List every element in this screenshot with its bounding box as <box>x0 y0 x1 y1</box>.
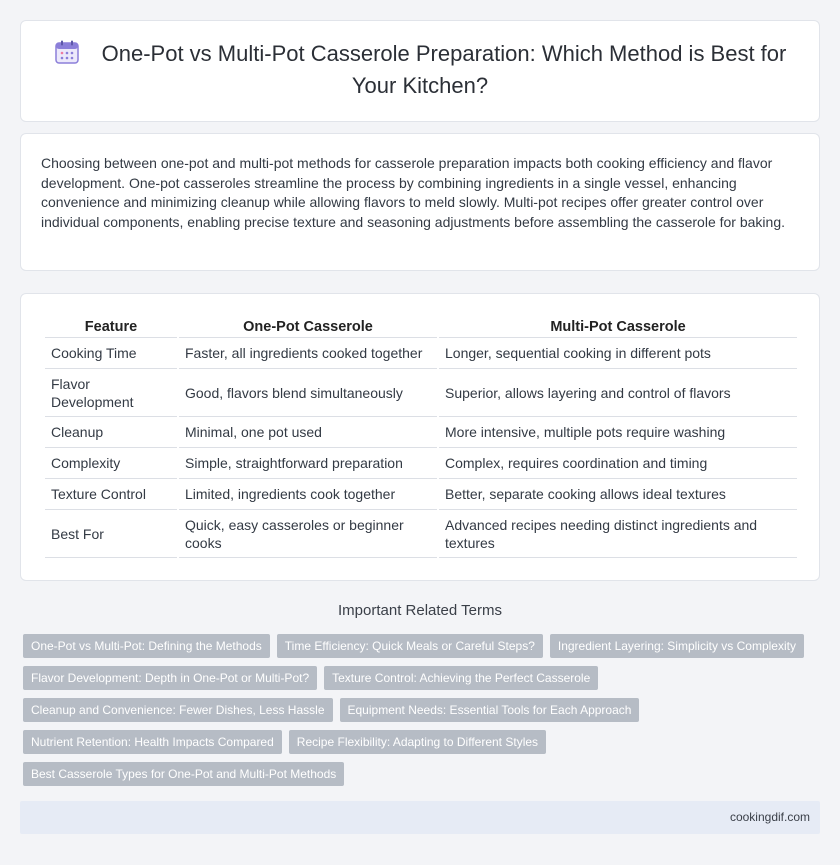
related-tag[interactable]: One-Pot vs Multi-Pot: Defining the Methods <box>23 634 270 658</box>
feature-cell: Complexity <box>45 448 177 479</box>
related-terms-title: Important Related Terms <box>338 602 502 619</box>
related-tag[interactable]: Equipment Needs: Essential Tools for Each Approach <box>340 698 640 722</box>
page-title: One-Pot vs Multi-Pot Casserole Preparation: Which Method is Best for Your Kitchen? <box>101 41 787 98</box>
tag-row <box>23 698 823 722</box>
related-tag[interactable]: Nutrient Retention: Health Impacts Compared <box>23 730 282 754</box>
footer <box>20 801 820 834</box>
one-pot-cell: Simple, straightforward preparation <box>179 448 437 479</box>
table-header-row <box>45 314 797 338</box>
multi-pot-cell: Superior, allows layering and control of flavors <box>439 369 797 417</box>
header-one-pot: One-Pot Casserole <box>179 314 437 338</box>
feature-cell: Flavor Development <box>45 369 177 417</box>
related-tag[interactable]: Time Efficiency: Quick Meals or Careful Steps? <box>277 634 543 658</box>
title-wrap <box>21 21 819 121</box>
one-pot-cell: Faster, all ingredients cooked together <box>179 338 437 369</box>
header-multi-pot: Multi-Pot Casserole <box>439 314 797 338</box>
feature-cell: Best For <box>45 510 177 558</box>
one-pot-cell: Quick, easy casseroles or beginner cooks <box>179 510 437 558</box>
feature-cell: Cooking Time <box>45 338 177 369</box>
header-feature: Feature <box>45 314 177 338</box>
tag-row <box>23 666 823 690</box>
intro-paragraph: Choosing between one-pot and multi-pot methods for casserole preparation impacts both cooking efficiency and flavor development. One-pot casseroles streamline the process by combining ingredients in a single vessel, enhancing convenience and minimizing cleanup while allowing flavors to meld slowly. Multi-pot recipes offer greater control over individual components, enabling precise texture and seasoning adjustments before assembling the casserole for baking. <box>41 155 786 230</box>
related-tag[interactable]: Recipe Flexibility: Adapting to Different Styles <box>289 730 546 754</box>
table-row <box>45 338 797 369</box>
comparison-table <box>43 314 799 558</box>
multi-pot-cell: Advanced recipes needing distinct ingredients and textures <box>439 510 797 558</box>
tag-row <box>23 730 823 754</box>
table-row <box>45 479 797 510</box>
one-pot-cell: Minimal, one pot used <box>179 417 437 448</box>
intro-card <box>20 133 820 271</box>
header-card <box>20 20 820 122</box>
tag-row <box>23 762 823 786</box>
related-tag[interactable]: Best Casserole Types for One-Pot and Multi-Pot Methods <box>23 762 344 786</box>
tag-row <box>23 634 823 658</box>
footer-site-link[interactable]: cookingdif.com <box>729 810 810 824</box>
table-row <box>45 417 797 448</box>
related-tag[interactable]: Flavor Development: Depth in One-Pot or Multi-Pot? <box>23 666 317 690</box>
multi-pot-cell: More intensive, multiple pots require washing <box>439 417 797 448</box>
comparison-table-card <box>20 293 820 581</box>
feature-cell: Texture Control <box>45 479 177 510</box>
table-row <box>45 369 797 417</box>
one-pot-cell: Limited, ingredients cook together <box>179 479 437 510</box>
related-tag[interactable]: Cleanup and Convenience: Fewer Dishes, Less Hassle <box>23 698 333 722</box>
related-tag[interactable]: Ingredient Layering: Simplicity vs Complexity <box>550 634 804 658</box>
table-row <box>45 510 797 558</box>
multi-pot-cell: Complex, requires coordination and timing <box>439 448 797 479</box>
related-tags <box>23 634 823 794</box>
multi-pot-cell: Better, separate cooking allows ideal textures <box>439 479 797 510</box>
feature-cell: Cleanup <box>45 417 177 448</box>
one-pot-cell: Good, flavors blend simultaneously <box>179 369 437 417</box>
calendar-icon <box>54 39 80 65</box>
title-row <box>51 39 789 103</box>
multi-pot-cell: Longer, sequential cooking in different pots <box>439 338 797 369</box>
table-row <box>45 448 797 479</box>
related-tag[interactable]: Texture Control: Achieving the Perfect Casserole <box>324 666 598 690</box>
